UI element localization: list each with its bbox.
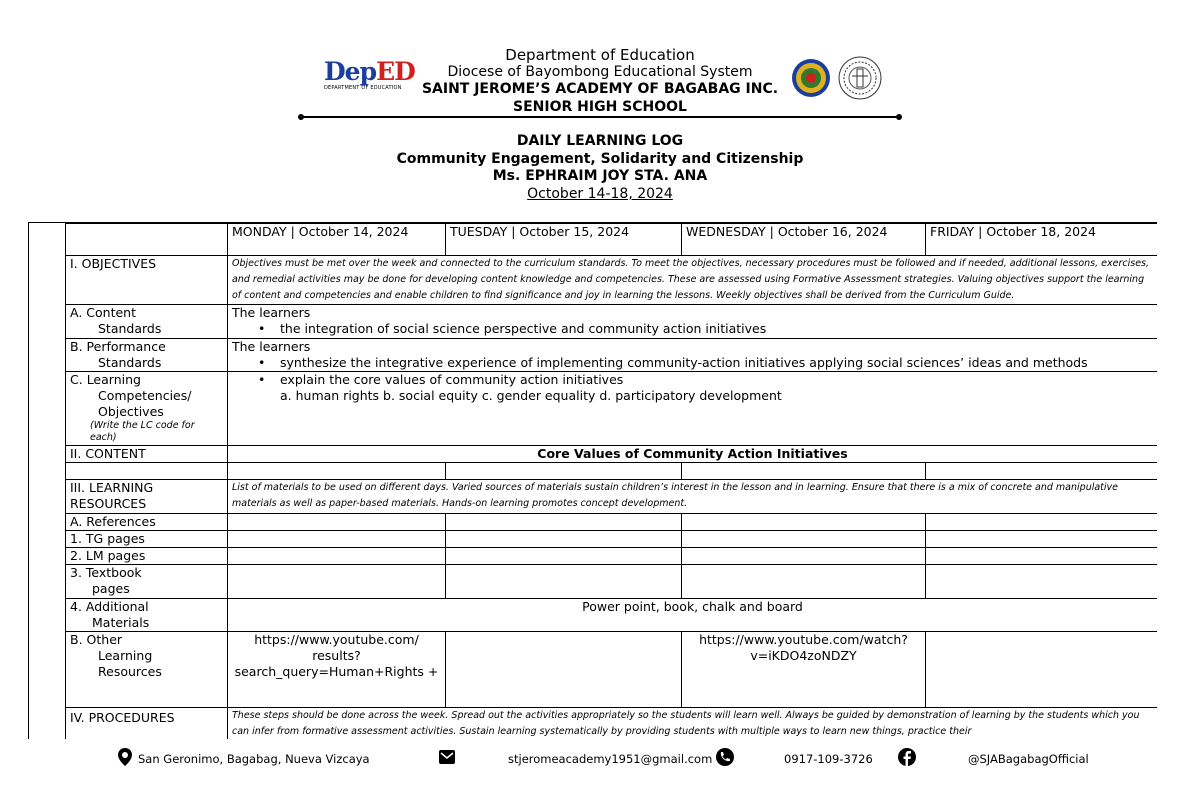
phone-icon [716,748,734,766]
procedures-note: These steps should be done across the week. Spread out the activities appropriately so the students will learn well. Always be guided by demonstration of learning by the students which you can infer from formative assessment activities. Sustain learning systematically by providing students with multiple ways to learn new things, practice their [228,708,1158,740]
table-cell [682,531,926,548]
textbook-pages-label: 3. Textbook pages [66,565,228,599]
table-row [66,339,1158,372]
header-divider [298,114,902,120]
day-header-tuesday: TUESDAY | October 15, 2024 [446,224,682,256]
performance-standards-value: The learners • synthesize the integrative experience of implementing community-action initiatives applying social sciences’ ideas and methods [228,339,1158,372]
content-standards-label: A. Content Standards [66,305,228,339]
competencies-value: • explain the core values of community action initiatives a. human rights b. social equity c. gender equality d. participatory development [228,372,1158,446]
table-row [66,599,1158,632]
mail-icon [439,750,455,764]
table-row [66,480,1158,514]
table-row [66,463,1158,480]
table-cell [926,514,1158,531]
table-row [66,372,1158,446]
table-cell [66,463,228,480]
lm-pages-label: 2. LM pages [66,548,228,565]
footer-phone: 0917-109-3726 [784,752,873,766]
performance-standards-label: B. Performance Standards [66,339,228,372]
table-cell [446,548,682,565]
table-cell [682,514,926,531]
table-row [66,514,1158,531]
table-row [66,305,1158,339]
table-cell [228,548,446,565]
footer-facebook[interactable]: @SJABagabagOfficial [968,752,1089,766]
table-row [66,708,1158,740]
objectives-label: I. OBJECTIVES [66,256,228,305]
table-cell [446,463,682,480]
tg-pages-label: 1. TG pages [66,531,228,548]
table-row [66,224,1158,256]
day-header-monday: MONDAY | October 14, 2024 [228,224,446,256]
table-row [66,565,1158,599]
side-column [29,223,66,739]
learning-log-table [28,222,1157,739]
location-pin-icon [118,748,132,766]
day-header-wednesday: WEDNESDAY | October 16, 2024 [682,224,926,256]
table-cell [682,565,926,599]
day-header-friday: FRIDAY | October 18, 2024 [926,224,1158,256]
references-label: A. References [66,514,228,531]
school-level: SENIOR HIGH SCHOOL [513,99,687,115]
academy-name: SAINT JEROME’S ACADEMY OF BAGABAG INC. [421,81,779,97]
additional-materials-value: Power point, book, chalk and board [228,599,1158,632]
date-range: October 14-18, 2024 [527,186,673,202]
learning-resources-note: List of materials to be used on different days. Varied sources of materials sustain children’s interest in the lesson and in learning. Ensure that there is a mix of concrete and manipulative materials as well as paper-based materials. Hands-on learning promotes concept development. [228,480,1158,514]
table-cell [228,514,446,531]
table-cell [228,565,446,599]
table-cell [926,463,1158,480]
teacher-name: Ms. EPHRAIM JOY STA. ANA [492,168,708,184]
content-label: II. CONTENT [66,446,228,463]
table-cell [228,531,446,548]
academy-seal-icon [838,56,882,100]
learning-resources-label: III. LEARNING RESOURCES [66,480,228,514]
table-cell [682,548,926,565]
table-cell [446,632,682,708]
footer-email[interactable]: stjeromeacademy1951@gmail.com [508,752,713,766]
objectives-note: Objectives must be met over the week and connected to the curriculum standards. To meet the objectives, necessary procedures must be followed and if needed, additional lessons, exercises, and remedial activities may be done for developing content knowledge and competencies. These are assessed using Formative Assessment strategies. Valuing objectives support the learning of content and competencies and enable children to find significance and joy in learning the lessons. Weekly objectives shall be derived from the Curriculum Guide. [228,256,1158,305]
diocese-seal-icon [791,58,831,98]
table-cell [682,463,926,480]
table-row [66,632,1158,708]
wednesday-resource-link[interactable]: https://www.youtube.com/watch? v=iKDO4zoNDZY [682,632,926,708]
diocese-name: Diocese of Bayombong Educational System [447,64,753,80]
subject-title: Community Engagement, Solidarity and Citizenship [396,151,804,167]
table-cell [926,531,1158,548]
procedures-label: IV. PROCEDURES [66,708,228,740]
header-blank-cell [66,224,228,256]
table-row [66,446,1158,463]
footer [0,748,1200,778]
department-name: Department of Education [505,46,695,64]
content-topic: Core Values of Community Action Initiatives [228,446,1158,463]
table-row [66,548,1158,565]
facebook-icon [898,748,916,766]
log-title: DAILY LEARNING LOG [516,133,684,149]
deped-logo: DepED DEPARTMENT OF EDUCATION [324,57,415,91]
content-standards-value: The learners • the integration of social science perspective and community action initiatives [228,305,1158,339]
footer-address: San Geronimo, Bagabag, Nueva Vizcaya [138,752,370,766]
table-cell [228,463,446,480]
table-cell [926,632,1158,708]
monday-resource-link[interactable]: https://www.youtube.com/ results? search_query=Human+Rights + [228,632,446,708]
table-cell [446,565,682,599]
table-cell [446,514,682,531]
competencies-label: C. Learning Competencies/ Objectives (Write the LC code for each) [66,372,228,446]
additional-materials-label: 4. Additional Materials [66,599,228,632]
table-row [66,256,1158,305]
table-row [66,531,1158,548]
table-cell [446,531,682,548]
other-resources-label: B. Other Learning Resources [66,632,228,708]
table-cell [926,548,1158,565]
table-cell [926,565,1158,599]
